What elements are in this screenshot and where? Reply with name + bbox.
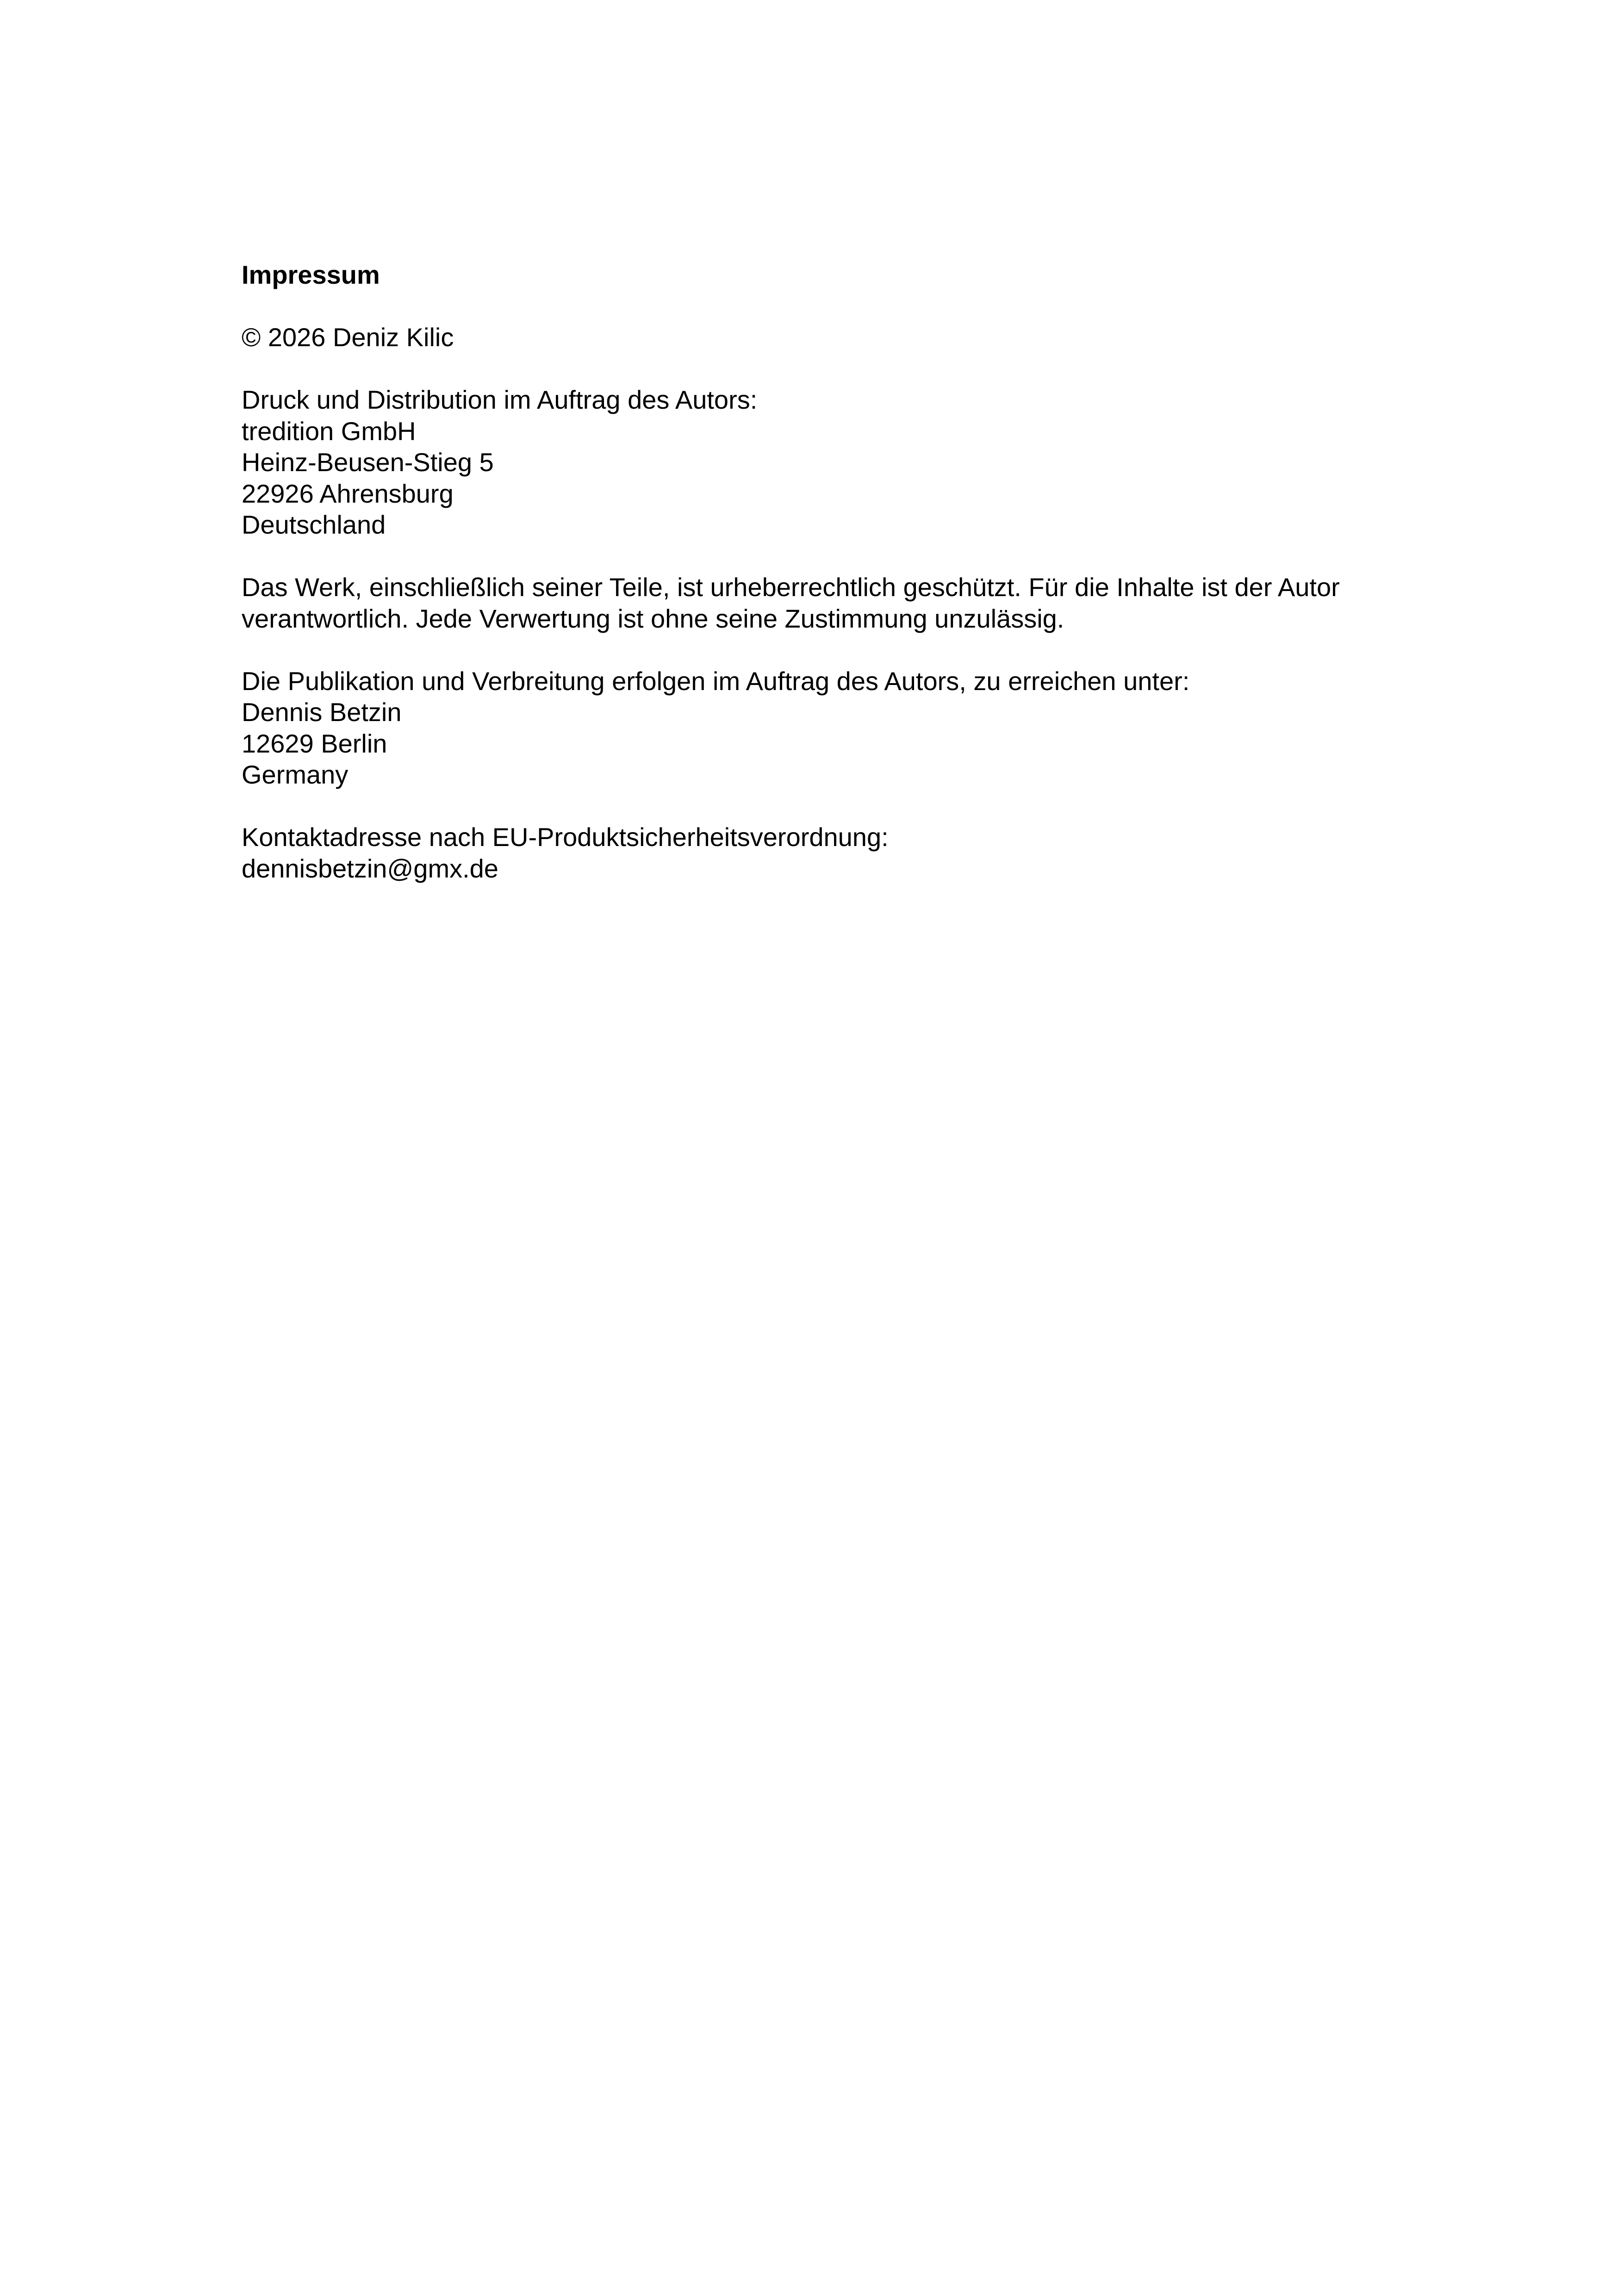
rights-line-2: verantwortlich. Jede Verwertung ist ohne seine Zustimmung unzulässig. — [242, 604, 1064, 633]
copyright-block — [242, 322, 1399, 353]
distribution-company: tredition GmbH — [242, 416, 416, 446]
publication-block — [242, 666, 1399, 790]
copyright-notice: © 2026 Deniz Kilic — [242, 323, 454, 352]
distribution-block — [242, 384, 1399, 541]
page-title: Impressum — [242, 260, 380, 289]
publication-city: 12629 Berlin — [242, 728, 387, 758]
contact-block — [242, 821, 1399, 884]
rights-block — [242, 572, 1399, 634]
contact-label: Kontaktadresse nach EU-Produktsicherheitsverordnung: — [242, 822, 889, 852]
distribution-country: Deutschland — [242, 510, 386, 539]
publication-country: Germany — [242, 760, 348, 789]
distribution-intro: Druck und Distribution im Auftrag des Autors: — [242, 385, 758, 414]
contact-email[interactable]: dennisbetzin@gmx.de — [242, 853, 498, 883]
distribution-street: Heinz-Beusen-Stieg 5 — [242, 448, 494, 477]
rights-line-1: Das Werk, einschließlich seiner Teile, ist urheberrechtlich geschützt. Für die Inhalte ist der Autor — [242, 572, 1340, 602]
publication-name: Dennis Betzin — [242, 697, 402, 727]
publication-intro: Die Publikation und Verbreitung erfolgen im Auftrag des Autors, zu erreichen unter: — [242, 666, 1190, 696]
distribution-city: 22926 Ahrensburg — [242, 479, 454, 508]
imprint-page — [242, 259, 1399, 915]
